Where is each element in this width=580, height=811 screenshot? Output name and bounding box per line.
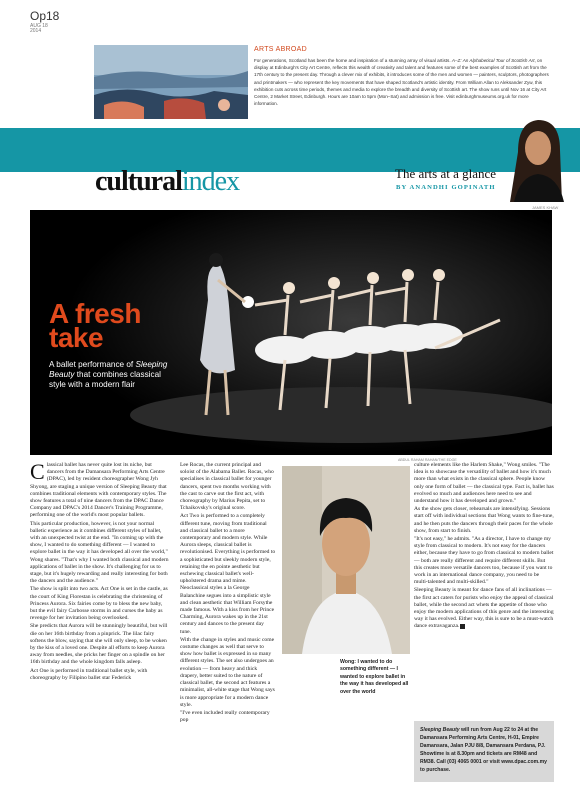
article-paragraph: Act Two is performed to a completely different tune, moving from traditional and classical ballet to a more contemporary and modern style. While Aurora sleeps, classical ballet is revolutionised. Everything is performed to a sophisticated but sleekly modern style, retaining the en pointe aesthetic but eschewing classical ballet's well-upholstered drama and mime. Neoclassical styles a la George Balanchine segues into a simplistic style and clean aesthetic that William Forsythe made famous. With a kiss from her Prince Charming, Aurora wakes up in the 21st century and dances to the present day tune. <box>180 513 276 635</box>
article-column-3 <box>414 462 554 632</box>
drop-cap: C <box>30 459 45 484</box>
page-date-line <box>30 24 59 34</box>
article-paragraph: "I've even included really contemporary pop <box>180 709 270 724</box>
arts-abroad-body-post: , on display at Edinburgh's City Art Centre, reflects this wealth of creativity and talent and features some of the best examples of Scottish art from the 17th century to the present day. Through a clever mix of exhibits, it introduces some of the men and women — painters, sculptors, photographers and printmakers — who represent the key movements that have shaped Scotland's artistic identity. From William Allan to Aleksander Zyw, this exhibition cuts across time periods, themes and media to explore the breadth and diversity of Scottish art. The show runs until Nov 16 at City Art Centre, 2 Market Street, Edinburgh. Hours are 10am to 5pm (Mon–Sat) and admission is free. Visit edinburghmuseums.org.uk for more information. <box>254 58 549 107</box>
choreographer-photo <box>282 466 410 654</box>
article-final-text: Sleeping Beauty is meant for dance fans of all inclinations — the first act caters for purists who enjoy the appeal of classical ballet, while the second act whets the appetite of those who enjoy the modern applications of this genre and the interesting way it has evolved. Either way, this is sure to be a must-watch dance extravaganza. <box>414 587 554 630</box>
feature-deck <box>49 360 179 390</box>
feature-headline <box>49 298 141 353</box>
article-paragraph: Act One is performed in traditional ballet style, with choreography by Filipino ballet star Federick <box>30 667 148 681</box>
feature-deck-pre: A ballet performance of <box>49 360 136 369</box>
article-paragraph: The show is split into two acts. Act One is set in the castle, as the court of King Florestan is celebrating the christening of Princess Aurora. Six fairies come by to bless the new baby, but the evil fairy Carbosse storms in and curses the baby as revenge for her invitation being overlooked. <box>30 586 168 622</box>
event-info-box <box>414 721 554 782</box>
article-paragraph: Lee Rocas, the current principal and soloist of the Alabama Ballet. Rocas, who specialises in classical ballet for younger dancers, spent two months working with the cast to carve out the first act, with choreography by Marius Pepita, set to Tchaikovsky's original score. <box>180 462 274 512</box>
article-column-2 <box>180 462 276 725</box>
author-byline: BY ANANDHI GOPINATH <box>396 184 496 191</box>
logo-index: index <box>181 166 240 197</box>
end-of-article-icon <box>460 624 465 629</box>
page-number <box>30 10 59 34</box>
article-paragraph: This particular production, however, is not your normal balletic experience as it combines different styles of ballet, with an unexpected twist at the end. "In coming up with the show, I wanted to do something different — I wanted to explore ballet in the way it has developed all over the world," Wong shares. "That's why I wanted both classical and modern applications of ballet in the show. It's challenging for us to stage, but it's hugely rewarding and really interesting for both the dancers and the audience." <box>30 520 169 585</box>
arts-abroad-image <box>94 45 248 119</box>
article-paragraph: "It's not easy," he admits. "As a director, I have to change my style from classical to modern. It's not easy for the dancers either, because they have to go from classical to modern ballet — both are really different and require different skills. But this creates more versatile dancers too, because if you want to work in an international dance company, you need to be multi-talented and multi-skilled." <box>414 536 554 586</box>
arts-abroad-heading: ARTS ABROAD <box>254 46 307 53</box>
page-date-year: 2014 <box>30 28 42 34</box>
feature-headline-line2: take <box>49 322 104 353</box>
portrait-caption: Wong: I wanted to do something different — I wanted to explore ballet in the way it has developed all over the world <box>340 659 409 695</box>
event-details: will run from Aug 22 to 24 at the Damansara Performing Arts Centre, H-01, Empire Damansara, Jalan PJU 8/8, Damansara Perdana, PJ. Showtime is at 8.30pm and tickets are RM48 and RM38. Call (03) 4065 0001 or visit www.dpac.com.my to purchase. <box>420 727 547 773</box>
arts-abroad-body <box>254 57 552 107</box>
page-date-month: AUG 18 <box>30 23 48 29</box>
article-paragraph <box>414 587 554 630</box>
arts-abroad-exhibition-title: A–Z: An Alphabetical Tour of Scottish Art <box>451 58 535 63</box>
article-paragraph: As the show gets closer, rehearsals are intensifying. Sessions start off with individual sections that Wong wants to fine-tune, and he then puts the dancers through their paces for the whole show, from start to finish. <box>414 506 554 534</box>
cultural-index-logo <box>95 168 239 196</box>
choreographer-portrait <box>282 466 410 654</box>
columnist-portrait <box>500 112 570 202</box>
logo-cultural: cultural <box>95 166 182 197</box>
main-photo-credit: JAMES KHAW <box>532 205 559 210</box>
feature-deck-title: Sleeping Beauty <box>49 360 168 379</box>
page-number-label: Op18 <box>30 9 60 23</box>
masthead-tagline: The arts at a glance <box>395 166 497 181</box>
feature-deck-post: that combines classical style with a modern flair <box>49 370 161 389</box>
portrait-photo-credit: ABDUL RAHAM RAHAN/THE EDGE <box>398 458 457 462</box>
event-title: Sleeping Beauty <box>420 727 460 733</box>
article-paragraph: culture elements like the Harlem Shake," Wong smiles. "The idea is to showcase the versatility of ballet and how it's much more than what exists in the classical sphere. People know only one form of ballet — the classical type. Fact is, ballet has evolved so much and audiences here need to see and understand how it has developed and grown." <box>414 462 554 505</box>
article-column-1 <box>30 459 170 683</box>
painting-illustration <box>94 45 248 119</box>
article-paragraph: With the change in styles and music come costume changes as well that serve to show how ballet is expressed in so many different styles. The set also undergoes an evolution — from heavy and thick drapery, better suited to the nature of classical ballet, the second act features a minimalist, all-white stage that Wong says is more appropriate for a modern dance style. <box>180 636 275 708</box>
feature-headline-line1: A fresh <box>49 298 141 329</box>
article-paragraph: lassical ballet has never quite lost its niche, but dancers from the Damansara Performing Arts Centre (DPAC), led by resident choreographer Wong Jyh Shyong, are staging a unique version of Sleeping Beauty that combines traditional elements with contemporary styles. The show features a total of nine dancers from the DPAC Dance Company and DPAC's 2014 Dancer's Training Programme, performing one of the world's most popular ballets. <box>30 462 167 519</box>
arts-abroad-body-pre: For generations, Scotland has been the home and inspiration of a stunning array of visual artists. <box>254 58 452 63</box>
article-paragraph: She predicts that Aurora will be stunningly beautiful, but will die on her 16th birthday from a pinprick. The lilac fairy softens the blow, saying that she will only sleep, to be woken by the kiss of a loved one. Despite all efforts to keep Aurora away from needles, she pricks her finger on a spindle on her 16th birthday and the whole kingdom falls asleep. <box>30 623 168 666</box>
columnist-photo <box>500 112 570 202</box>
